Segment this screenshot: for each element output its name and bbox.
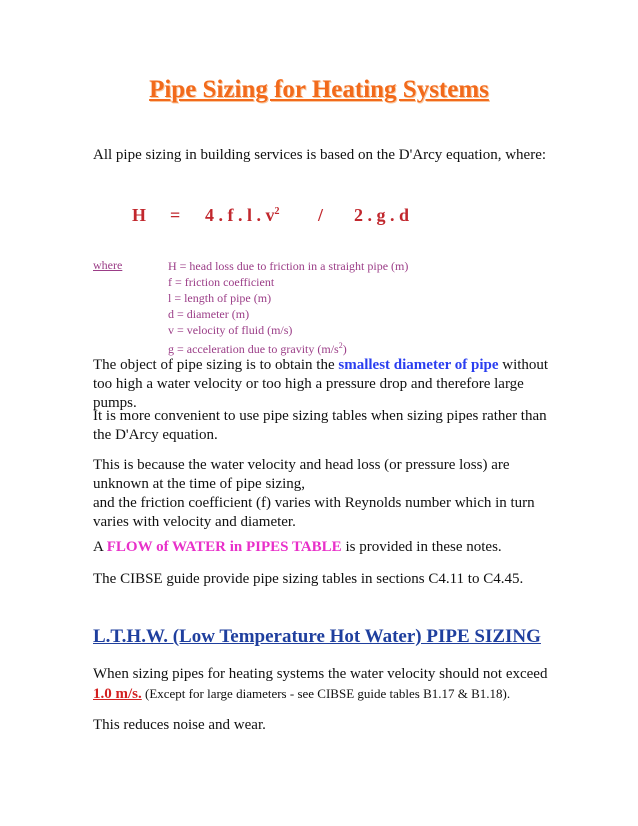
paragraph-reasons: This is because the water velocity and head loss (or pressure loss) are unknown at the time of pipe sizing, and the friction coefficient (f) varies with Reynolds number which in turn varies with velocity and diameter. (93, 457, 535, 530)
definition-line: f = friction coefficient (168, 275, 275, 289)
variable-definitions (168, 258, 408, 357)
equation-numerator: 4 . f . l . $v^2$ (205, 205, 280, 225)
paragraph-cibse: The CIBSE guide provide pipe sizing tables in sections C4.11 to C4.45. (93, 571, 524, 587)
definition-line: H = head loss due to friction in a straight pipe (m) (168, 259, 409, 273)
highlight-flow-table: FLOW of WATER in PIPES TABLE (106, 539, 342, 555)
equation-divide: / (318, 205, 324, 225)
definition-line: d = diameter (m) (168, 307, 250, 321)
highlight-smallest-diameter: smallest diameter of pipe (338, 357, 499, 373)
paragraph-tables: It is more convenient to use pipe sizing tables when sizing pipes rather than the D'Arcy equation. (93, 408, 547, 443)
equation-lhs: H (132, 205, 147, 225)
intro-paragraph: All pipe sizing in building services is based on the D'Arcy equation, where: (93, 147, 547, 163)
equation-equals: = (170, 205, 181, 225)
page-title: Pipe Sizing for Heating Systems (149, 76, 489, 103)
equation-numerator-exponent: 2 (274, 206, 280, 217)
definition-line: g = acceleration due to gravity $(m/s^2)$ (168, 341, 347, 356)
paragraph-velocity: When sizing pipes for heating systems the water velocity should not exceed 1.0 m/s. (Except for large diameters - see CIBSE guide tables B1.17 & B1.18). (93, 666, 548, 702)
paragraph-objective: The object of pipe sizing is to obtain the smallest diameter of pipe without too high a water velocity or too high a pressure drop and therefore large pumps. (93, 357, 549, 411)
definition-line: v = velocity of fluid (m/s) (168, 323, 293, 337)
paragraph-noise: This reduces noise and wear. (93, 717, 266, 733)
highlight-velocity-limit: 1.0 m/s. (93, 686, 142, 702)
darcy-equation (0, 205, 638, 229)
paragraph-flow-table: A FLOW of WATER in PIPES TABLE is provided in these notes. (93, 539, 502, 555)
definition-line: l = length of pipe (m) (168, 291, 272, 305)
where-label: where (93, 258, 123, 272)
equation-denominator: 2 . g . d (354, 205, 410, 225)
section-heading-lthw: L.T.H.W. (Low Temperature Hot Water) PIPE SIZING (93, 626, 541, 647)
